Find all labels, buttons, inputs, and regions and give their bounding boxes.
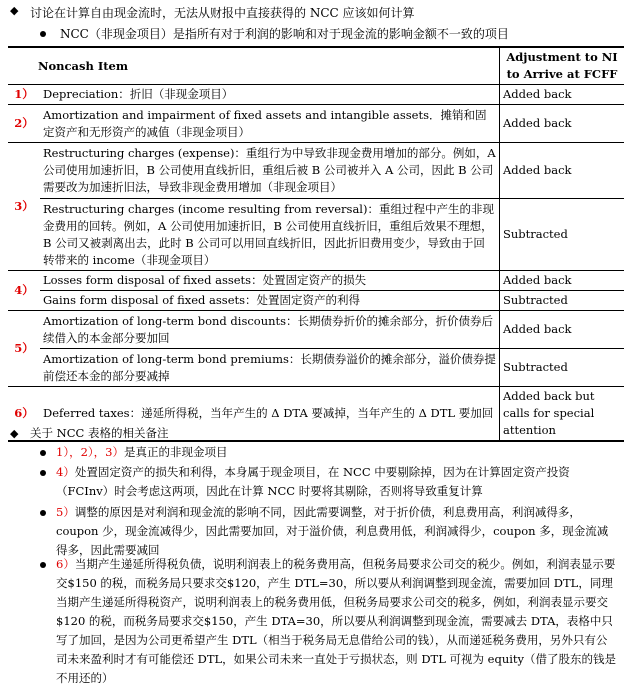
diamond-bullet-icon: ◆ xyxy=(10,427,19,440)
row-number: 2） xyxy=(8,105,40,143)
note-text: 调整的原因是对利润和现金流的影响不同，因此需要调整，对于折价债，利息费用高，利润减得多，coupon 少，现金流减得少，因此需要加回，对于溢价债，利息费用低，利润减得少，coupon 多，现金流减得多，因此需要减回 xyxy=(56,505,609,557)
row-number: 5） xyxy=(8,311,40,387)
row-item: Restructuring charges (income resulting from reversal)：重组过程中产生的非现金费用的回转。例如，A 公司使用加速折旧，B 公司使用直线折旧，重组后效果不理想，B 公司又被剥离出去，此时 B 公司可以用回直线折旧，因此折旧费用变少，导致由于回转带来的 income（非现金项目） xyxy=(40,199,500,271)
note-6 xyxy=(56,555,618,688)
note-number: 6） xyxy=(56,557,75,571)
row-item: Deferred taxes：递延所得税，当年产生的 Δ DTA 要减掉，当年产生的 Δ DTL 要加回 xyxy=(40,387,500,442)
row-item: Restructuring charges (expense)：重组行为中导致非现金费用增加的部分。例如，A 公司使用加速折旧，B 公司使用直线折旧，重组后被 B 公司被并入 A 公司，因此 B 公司需要改为加速折旧法，导致非现金费用增加（非现金项目） xyxy=(40,143,500,199)
intro-question: 讨论在计算自由现金流时，无法从财报中直接获得的 NCC 应该如何计算 xyxy=(30,6,415,20)
note-1 xyxy=(56,443,618,462)
row-adjustment: Added back xyxy=(500,143,625,199)
note-4 xyxy=(56,463,618,501)
header-noncash-item: Noncash Item xyxy=(8,47,500,85)
ncc-table xyxy=(8,46,624,442)
bullet-dot-icon xyxy=(40,510,46,516)
bullet-dot-icon xyxy=(40,450,46,456)
row-item: Gains form disposal of fixed assets：处置固定资产的利得 xyxy=(40,291,500,311)
note-text: 是真正的非现金项目 xyxy=(123,445,228,459)
row-number: 6） xyxy=(8,387,40,442)
row-adjustment: Subtracted xyxy=(500,199,625,271)
row-adjustment: Added back xyxy=(500,85,625,105)
row-adjustment: Subtracted xyxy=(500,291,625,311)
note-5 xyxy=(56,503,618,560)
bullet-dot-icon xyxy=(40,470,46,476)
diamond-bullet-icon: ◆ xyxy=(10,4,19,17)
row-adjustment: Added back xyxy=(500,105,625,143)
row-item: Amortization and impairment of fixed assets and intangible assets．摊销和固定资产和无形资产的减值（非现金项目） xyxy=(40,105,500,143)
note-number: 4） xyxy=(56,465,75,479)
bullet-dot-icon xyxy=(40,562,46,568)
row-number: 4） xyxy=(8,271,40,311)
row-adjustment: Added back xyxy=(500,271,625,291)
row-number: 1） xyxy=(8,85,40,105)
row-item: Depreciation：折旧（非现金项目） xyxy=(40,85,500,105)
row-item: Amortization of long-term bond premiums：长期债券溢价的摊余部分，溢价债券提前偿还本金的部分要减掉 xyxy=(40,349,500,387)
notes-title: 关于 NCC 表格的相关备注 xyxy=(30,426,169,440)
row-adjustment: Added back xyxy=(500,311,625,349)
note-number: 5） xyxy=(56,505,75,519)
row-number: 3） xyxy=(8,143,40,271)
note-number: 1），2），3） xyxy=(56,445,124,459)
row-item: Amortization of long-term bond discounts：长期债券折价的摊余部分，折价债券后续借入的本金部分要加回 xyxy=(40,311,500,349)
row-adjustment: Subtracted xyxy=(500,349,625,387)
row-adjustment: Added back but calls for special attention xyxy=(500,387,625,442)
header-adjustment: Adjustment to NI to Arrive at FCFF xyxy=(500,47,625,85)
bullet-dot-icon xyxy=(40,31,46,37)
intro-definition: NCC（非现金项目）是指所有对于利润的影响和对于现金流的影响金额不一致的项目 xyxy=(60,27,509,41)
note-text: 处置固定资产的损失和利得，本身属于现金项目，在 NCC 中要剔除掉，因为在计算固定资产投资（FCInv）时会考虑这两项，因此在计算 NCC 时要将其剔除，否则将导致重复计算 xyxy=(56,465,570,498)
row-item: Losses form disposal of fixed assets：处置固定资产的损失 xyxy=(40,271,500,291)
note-text: 当期产生递延所得税负债，说明利润表上的税务费用高，但税务局要求公司交的税少。例如，利润表显示要交$150 的税，而税务局只要求交$120，产生 DTL=30，所以要从利润调整到现金流，需要加回 DTL，同理当期产生递延所得税资产，说明利润表上的税务费用低，但税务局要求公司交的税多，例如，利润表显示要交$120 的税，而税务局要求交$150，产生 DTA=30，所以要从利润调整到现金流，需要减去 DTA，表格中只写了加回，是因为公司更希望产生 DTL（相当于税务局无息借给公司的钱），从而递延税务费用，另外只有公司未来盈利时才有可能偿还 DTL，如果公司未来一直处于亏损状态，则 DTL 可视为 equity（借了股东的钱是不用还的） xyxy=(56,557,617,685)
